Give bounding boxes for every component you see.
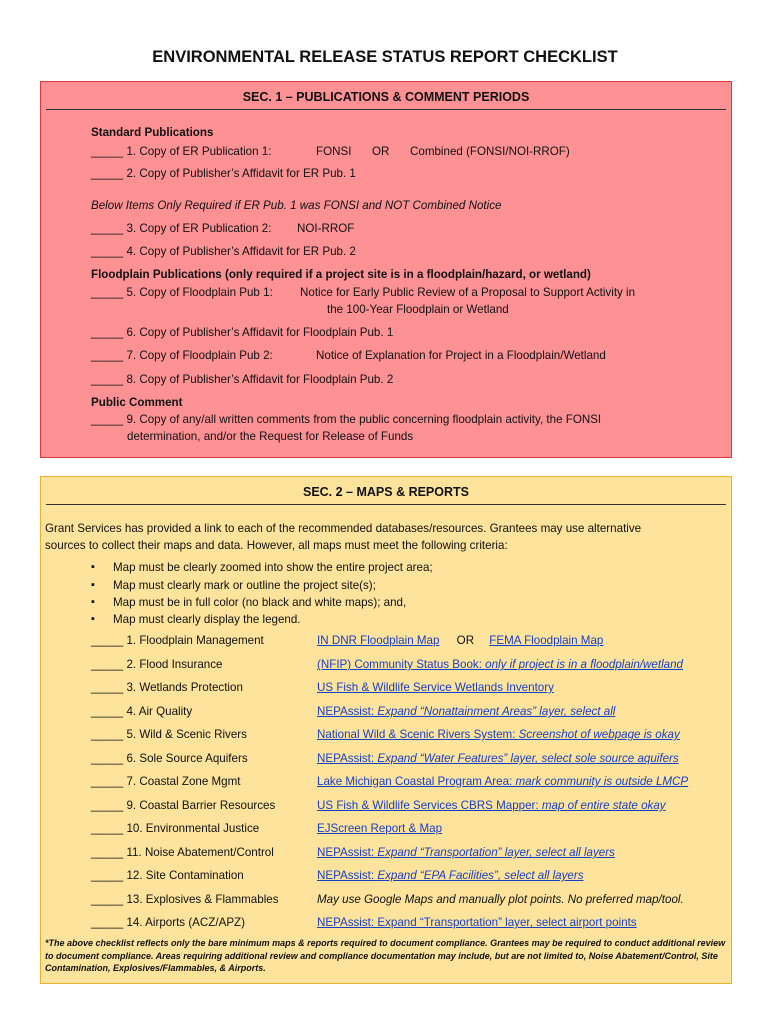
conditional-note: Below Items Only Required if ER Pub. 1 was FONSI and NOT Combined Notice [91, 199, 502, 212]
criteria-bullet: Map must be clearly zoomed into show the entire project area; [113, 561, 433, 574]
nepassist-noise-link[interactable] [317, 846, 615, 860]
ejscreen-link[interactable]: EJScreen Report & Map [317, 822, 443, 835]
link-note: Expand “Water Features” layer, select sole source aquifers [377, 752, 679, 765]
checklist-item[interactable]: _____ 3. Wetlands Protection [91, 681, 243, 694]
section-2-heading: SEC. 2 – MAPS & REPORTS [46, 485, 726, 505]
checklist-item[interactable]: _____ 9. Coastal Barrier Resources [91, 799, 276, 812]
fema-floodplain-link[interactable]: FEMA Floodplain Map [489, 634, 604, 647]
bullet-icon: ▪ [91, 596, 95, 608]
footnote: *The above checklist reflects only the bare minimum maps & reports required to document compliance. Grantees may be required to conduct additional review to document compliance. Areas requiring additional review and compliance documentation may include, but are not limited to, Noise Abatement/Control, Site Contamination, Explosives/Flammables, & Airports. [45, 938, 726, 973]
section-maps-reports [40, 476, 732, 984]
item-7-value: Notice of Explanation for Project in a Floodplain/Wetland [316, 349, 606, 362]
bullet-icon: ▪ [91, 579, 95, 591]
bullet-icon: ▪ [91, 561, 95, 573]
section-1-heading: SEC. 1 – PUBLICATIONS & COMMENT PERIODS [46, 90, 726, 110]
checklist-item[interactable]: _____ 12. Site Contamination [91, 869, 244, 882]
nepassist-water-link[interactable] [317, 752, 679, 766]
or-text: OR [456, 634, 475, 647]
item-3-value: NOI-RROF [297, 222, 355, 235]
nepassist-contamination-link[interactable] [317, 869, 584, 883]
link-text: NEPAssist: [317, 705, 378, 718]
public-comment-heading: Public Comment [91, 396, 183, 409]
link-note: Expand “Nonattainment Areas” layer, select all [377, 705, 616, 718]
nepassist-airports-link[interactable]: NEPAssist: Expand “Transportation” layer, select airport points [317, 916, 637, 929]
resource-row-1 [317, 634, 603, 648]
checklist-item-9[interactable]: _____ 9. Copy of any/all written comments from the public concerning floodplain activity, the FONSI [91, 413, 602, 426]
link-note: mark community is outside LMCP [515, 775, 689, 788]
checklist-item[interactable]: _____ 13. Explosives & Flammables [91, 893, 279, 906]
link-note: only if project is in a floodplain/wetland [485, 658, 684, 671]
link-text: NEPAssist: [317, 869, 378, 882]
nfip-community-status-link[interactable] [317, 658, 683, 672]
link-text: NEPAssist: [317, 846, 378, 859]
item-1-option-fonsi: FONSI [316, 145, 352, 158]
item-5-value-line1: Notice for Early Public Review of a Proposal to Support Activity in [300, 286, 636, 299]
link-text: NEPAssist: [317, 752, 378, 765]
nepassist-air-quality-link[interactable] [317, 705, 615, 719]
checklist-item[interactable]: _____ 14. Airports (ACZ/APZ) [91, 916, 246, 929]
checklist-item-5[interactable]: _____ 5. Copy of Floodplain Pub 1: [91, 286, 273, 299]
criteria-bullet: Map must clearly display the legend. [113, 613, 301, 626]
checklist-item-6[interactable]: _____ 6. Copy of Publisher’s Affidavit for Floodplain Pub. 1 [91, 326, 394, 339]
checklist-item[interactable]: _____ 4. Air Quality [91, 705, 193, 718]
checklist-item[interactable]: _____ 5. Wild & Scenic Rivers [91, 728, 247, 741]
link-note: Expand “EPA Facilities”, select all layers [377, 869, 584, 882]
link-text: Lake Michigan Coastal Program Area: [317, 775, 516, 788]
explosives-note: May use Google Maps and manually plot points. No preferred map/tool. [317, 893, 684, 906]
checklist-item[interactable]: _____ 10. Environmental Justice [91, 822, 260, 835]
link-note: map of entire state okay [541, 799, 666, 812]
checklist-item-8[interactable]: _____ 8. Copy of Publisher’s Affidavit for Floodplain Pub. 2 [91, 373, 394, 386]
checklist-item[interactable]: _____ 7. Coastal Zone Mgmt [91, 775, 241, 788]
lake-michigan-coastal-link[interactable] [317, 775, 688, 789]
page-title: ENVIRONMENTAL RELEASE STATUS REPORT CHECKLIST [152, 48, 618, 66]
cbrs-mapper-link[interactable] [317, 799, 666, 813]
criteria-bullet: Map must clearly mark or outline the project site(s); [113, 579, 376, 592]
criteria-bullet: Map must be in full color (no black and white maps); and, [113, 596, 407, 609]
link-text: (NFIP) Community Status Book: [317, 658, 486, 671]
in-dnr-floodplain-link[interactable]: IN DNR Floodplain Map [317, 634, 440, 647]
checklist-item-2[interactable]: _____ 2. Copy of Publisher’s Affidavit for ER Pub. 1 [91, 167, 356, 180]
link-text: US Fish & Wildlife Services CBRS Mapper: [317, 799, 542, 812]
link-note: Expand “Transportation” layer, select all layers [377, 846, 615, 859]
item-1-or: OR [372, 145, 390, 158]
wetlands-inventory-link[interactable]: US Fish & Wildlife Service Wetlands Inventory [317, 681, 554, 694]
checklist-item-7[interactable]: _____ 7. Copy of Floodplain Pub 2: [91, 349, 273, 362]
checklist-item[interactable]: _____ 6. Sole Source Aquifers [91, 752, 248, 765]
checklist-item-4[interactable]: _____ 4. Copy of Publisher’s Affidavit for ER Pub. 2 [91, 245, 356, 258]
checklist-item-1[interactable]: _____ 1. Copy of ER Publication 1: [91, 145, 272, 158]
intro-text-line1: Grant Services has provided a link to each of the recommended databases/resources. Grantees may use alternative [45, 522, 642, 535]
checklist-item[interactable]: _____ 2. Flood Insurance [91, 658, 223, 671]
item-1-option-combined: Combined (FONSI/NOI-RROF) [410, 145, 570, 158]
checklist-item[interactable]: _____ 1. Floodplain Management [91, 634, 264, 647]
standard-publications-heading: Standard Publications [91, 126, 214, 139]
checklist-item-3[interactable]: _____ 3. Copy of ER Publication 2: [91, 222, 272, 235]
floodplain-publications-heading: Floodplain Publications (only required if a project site is in a floodplain/hazard, or wetland) [91, 268, 591, 281]
section-publications [40, 81, 732, 458]
bullet-icon: ▪ [91, 613, 95, 625]
wild-scenic-rivers-link[interactable] [317, 728, 680, 742]
item-9-line2: determination, and/or the Request for Release of Funds [127, 430, 414, 443]
checklist-item[interactable]: _____ 11. Noise Abatement/Control [91, 846, 274, 859]
item-5-value-line2: the 100-Year Floodplain or Wetland [327, 303, 509, 316]
link-text: National Wild & Scenic Rivers System: [317, 728, 519, 741]
intro-text-line2: sources to collect their maps and data. However, all maps must meet the following criteria: [45, 539, 508, 552]
link-note: Screenshot of webpage is okay [518, 728, 680, 741]
